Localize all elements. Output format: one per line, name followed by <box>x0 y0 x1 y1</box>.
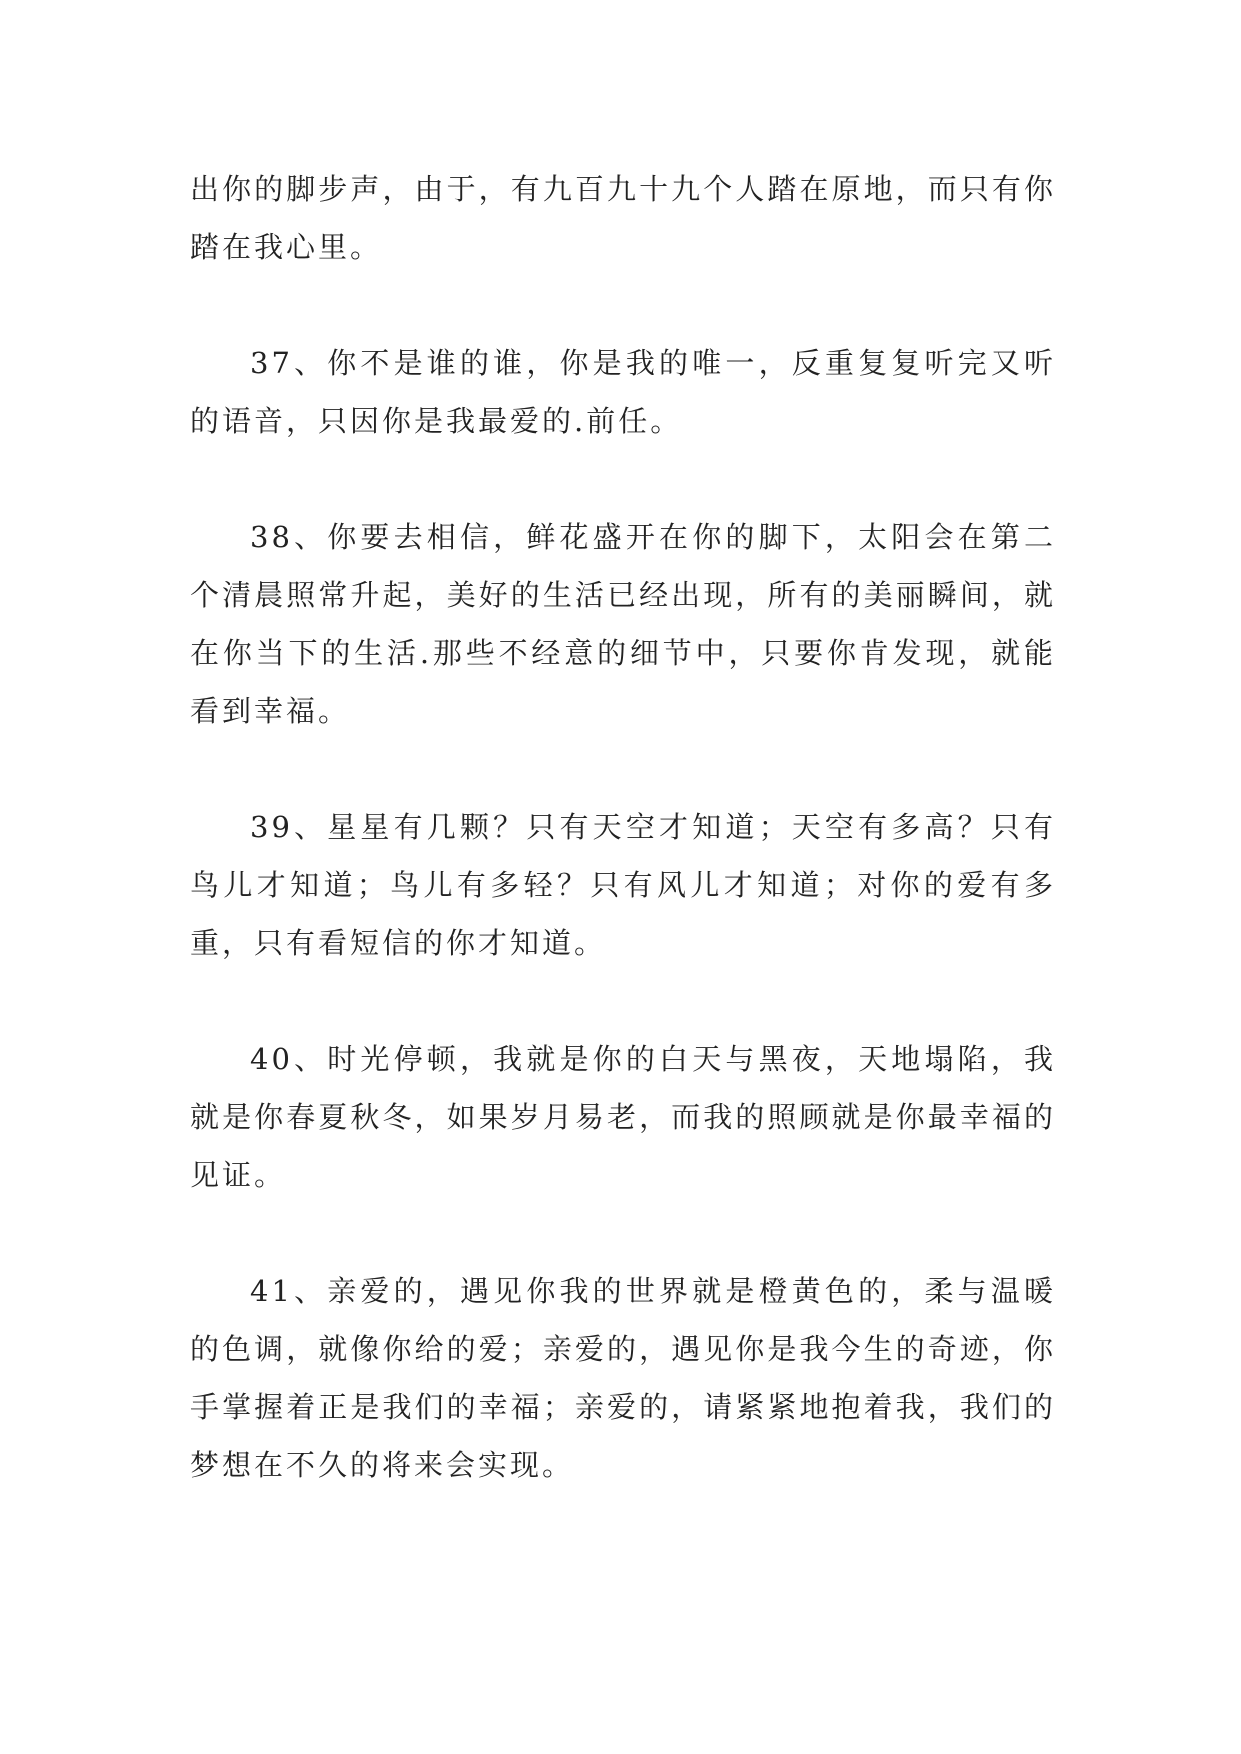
paragraph-39: 39、星星有几颗？只有天空才知道；天空有多高？只有鸟儿才知道；鸟儿有多轻？只有风儿才知道；对你的爱有多重，只有看短信的你才知道。 <box>190 810 1056 960</box>
paragraph-continuation: 出你的脚步声，由于，有九百九十九个人踏在原地，而只有你踏在我心里。 <box>190 172 1056 264</box>
paragraph-37: 37、你不是谁的谁，你是我的唯一，反重复复听完又听的语音，只因你是我最爱的.前任。 <box>190 346 1056 438</box>
document-body <box>190 160 1056 1552</box>
paragraph-38: 38、你要去相信，鲜花盛开在你的脚下，太阳会在第二个清晨照常升起，美好的生活已经出现，所有的美丽瞬间，就在你当下的生活.那些不经意的细节中，只要你肯发现，就能看到幸福。 <box>190 520 1056 728</box>
paragraph-41: 41、亲爱的，遇见你我的世界就是橙黄色的，柔与温暖的色调，就像你给的爱；亲爱的，遇见你是我今生的奇迹，你手掌握着正是我们的幸福；亲爱的，请紧紧地抱着我，我们的梦想在不久的将来会实现。 <box>190 1274 1056 1482</box>
paragraph-40: 40、时光停顿，我就是你的白天与黑夜，天地塌陷，我就是你春夏秋冬，如果岁月易老，而我的照顾就是你最幸福的见证。 <box>190 1042 1056 1192</box>
